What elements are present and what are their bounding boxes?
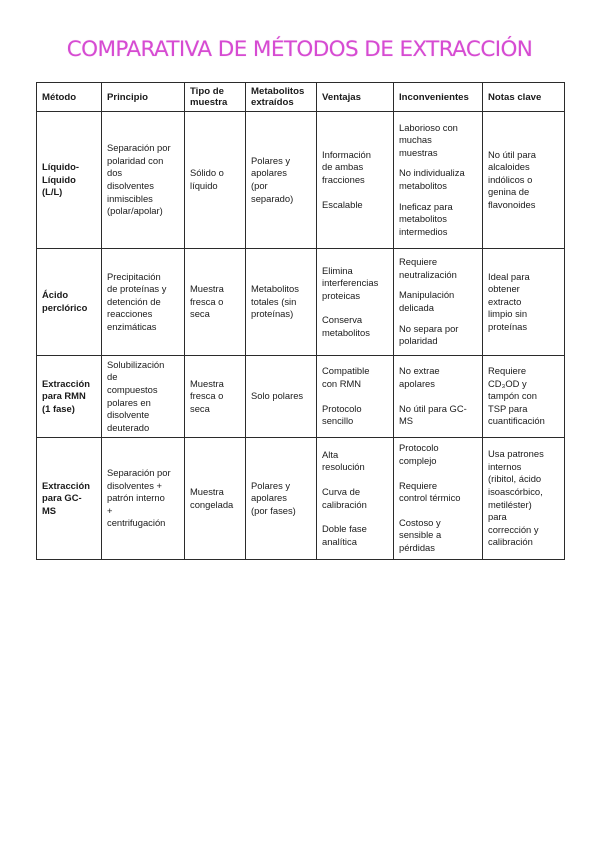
advantage-item: Protocolo sencillo xyxy=(322,402,362,427)
disadvantage-item: Ineficaz para metabolitos intermedios xyxy=(399,200,453,237)
disadvantage-item: Requiere neutralización xyxy=(399,256,457,280)
disadvantages-cell xyxy=(394,249,483,356)
notes-cell: No útil para alcaloides indólicos o genina de flavonoides xyxy=(483,112,565,249)
disadvantage-item: No separa por polaridad xyxy=(399,322,459,347)
disadvantages-cell xyxy=(394,356,483,438)
disadvantage-item: Manipulación delicada xyxy=(399,289,455,313)
method-cell: Líquido- Líquido (L/L) xyxy=(37,112,102,249)
method-cell: Extracción para GC- MS xyxy=(37,438,102,560)
advantages-cell xyxy=(317,438,394,560)
table-row xyxy=(37,249,565,356)
disadvantage-item: No útil para GC- MS xyxy=(399,402,467,427)
method-cell: Ácido perclórico xyxy=(37,249,102,356)
principle-cell: Separación por disolventes + patrón interno + centrifugación xyxy=(102,438,185,560)
notes-cell: Ideal para obtener extracto limpio sin proteínas xyxy=(483,249,565,356)
sample-cell: Muestra congelada xyxy=(185,438,246,560)
advantage-item: Doble fase analítica xyxy=(322,523,367,547)
header-principle: Principio xyxy=(102,83,185,112)
header-advantages: Ventajas xyxy=(317,83,394,112)
advantages-cell xyxy=(317,356,394,438)
sample-cell: Sólido o líquido xyxy=(185,112,246,249)
disadvantage-item: Requiere control térmico xyxy=(399,479,461,504)
header-row xyxy=(37,83,565,112)
advantage-item: Compatible con RMN xyxy=(322,365,370,389)
disadvantages-cell xyxy=(394,438,483,560)
advantage-item: Curva de calibración xyxy=(322,485,367,510)
table-row xyxy=(37,112,565,249)
notes-cell: Requiere CD₃OD y tampón con TSP para cuantificación xyxy=(483,356,565,438)
advantage-item: Alta resolución xyxy=(322,448,365,473)
disadvantage-item: No extrae apolares xyxy=(399,365,440,389)
header-method: Método xyxy=(37,83,102,112)
sample-cell: Muestra fresca o seca xyxy=(185,356,246,438)
metabolites-cell: Metabolitos totales (sin proteínas) xyxy=(246,249,317,356)
header-disadvantages: Inconvenientes xyxy=(394,83,483,112)
advantage-item: Conserva metabolitos xyxy=(322,314,370,338)
disadvantage-item: No individualiza metabolitos xyxy=(399,167,465,191)
principle-cell: Solubilización de compuestos polares en disolvente deuterado xyxy=(102,356,185,438)
disadvantages-cell xyxy=(394,112,483,249)
disadvantage-item: Laborioso con muchas muestras xyxy=(399,121,458,158)
sample-cell: Muestra fresca o seca xyxy=(185,249,246,356)
notes-cell: Usa patrones internos (ribitol, ácido isoascórbico, metiléster) para corrección y calibración xyxy=(483,438,565,560)
header-notes: Notas clave xyxy=(483,83,565,112)
principle-cell: Precipitación de proteínas y detención de reacciones enzimáticas xyxy=(102,249,185,356)
advantages-cell xyxy=(317,249,394,356)
page-title: COMPARATIVA DE MÉTODOS DE EXTRACCIÓN xyxy=(66,37,533,62)
metabolites-cell: Polares y apolares (por fases) xyxy=(246,438,317,560)
table-row xyxy=(37,438,565,560)
table-row xyxy=(37,356,565,438)
advantage-item: Información de ambas fracciones xyxy=(322,148,371,185)
method-cell: Extracción para RMN (1 fase) xyxy=(37,356,102,438)
advantages-cell xyxy=(317,112,394,249)
advantage-item: Escalable xyxy=(322,198,363,210)
disadvantage-item: Protocolo complejo xyxy=(399,442,439,467)
principle-cell: Separación por polaridad con dos disolventes inmiscibles (polar/apolar) xyxy=(102,112,185,249)
disadvantage-item: Costoso y sensible a pérdidas xyxy=(399,516,442,553)
header-sample-type: Tipo de muestra xyxy=(185,83,246,112)
comparison-table xyxy=(36,82,565,560)
header-metabolites: Metabolitos extraídos xyxy=(246,83,317,112)
metabolites-cell: Polares y apolares (por separado) xyxy=(246,112,317,249)
advantage-item: Elimina interferencias proteicas xyxy=(322,264,379,301)
metabolites-cell: Solo polares xyxy=(246,356,317,438)
